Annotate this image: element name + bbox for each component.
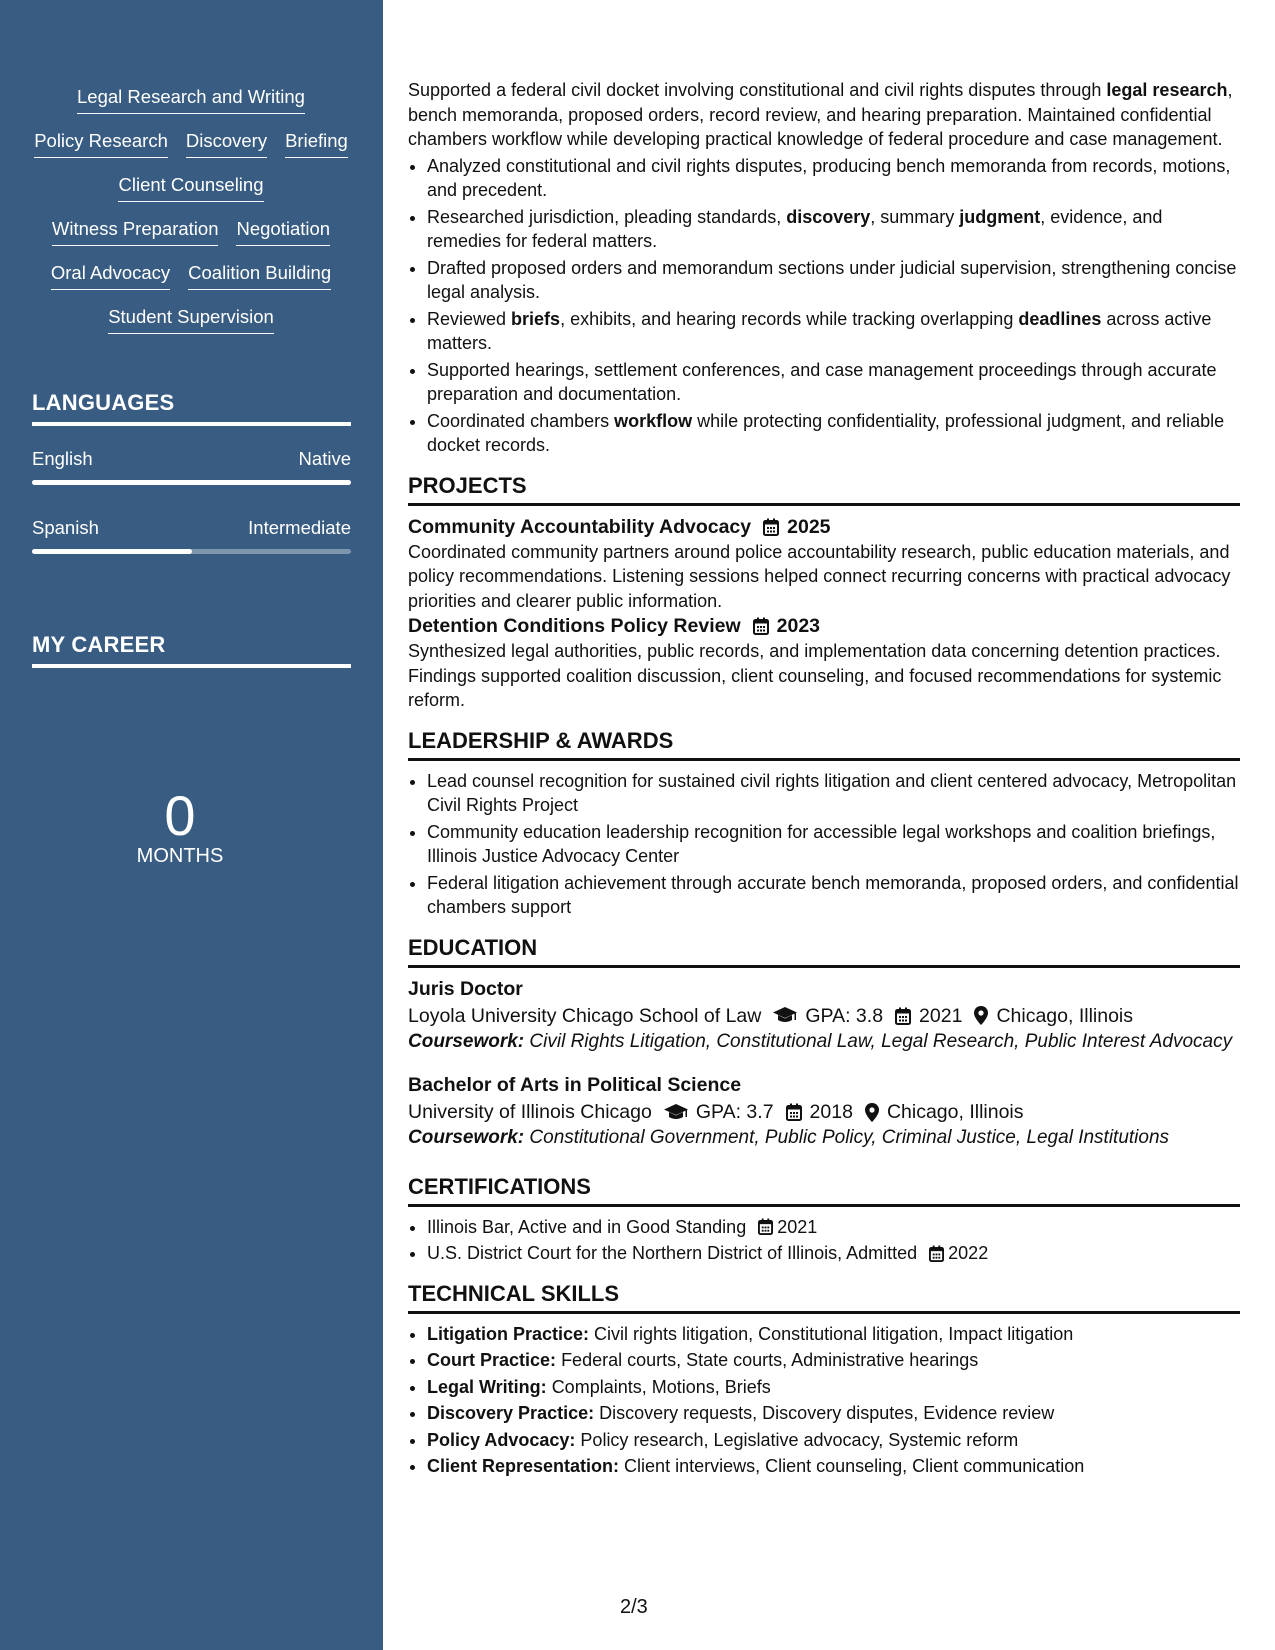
certifications-heading: CERTIFICATIONS	[408, 1173, 1240, 1207]
bullet-text: Supported hearings, settlement conferences, and case management proceedings through accurate preparation and documentation.	[427, 359, 1217, 404]
certification-name: • Illinois Bar, Active and in Good Standing	[427, 1216, 747, 1237]
list-item	[427, 256, 1240, 305]
degree-title: Bachelor of Arts in Political Science	[408, 1074, 742, 1096]
project-year: 2025	[787, 515, 831, 538]
list-item	[427, 205, 1240, 254]
summary-text: , bench memoranda, proposed orders, record review, and hearing preparation. Maintained confidential chambers workflow while developing practical knowledge of federal procedure and case management.	[408, 80, 1233, 149]
career-count: 0	[164, 784, 196, 847]
bullet-text: Drafted proposed orders and memorandum sections under judicial supervision, strengthening concise legal analysis.	[427, 257, 1237, 302]
calendar-icon	[895, 1007, 911, 1025]
page-indicator: 2/3	[620, 1596, 648, 1618]
calendar-icon	[758, 1218, 773, 1235]
calendar-icon	[929, 1245, 944, 1262]
education-heading: EDUCATION	[408, 934, 1240, 968]
graduation-cap-icon	[664, 1104, 688, 1121]
summary-keyword: legal research	[1106, 80, 1228, 100]
skill-label: Legal Writing:	[427, 1376, 547, 1397]
skill-value: Client interviews, Client counseling, Client communication	[624, 1456, 1085, 1476]
list-item	[427, 1348, 1240, 1373]
experience-bullets	[408, 154, 1240, 458]
list-item	[427, 1215, 1240, 1240]
coursework-list: Civil Rights Litigation, Constitutional Law, Legal Research, Public Interest Advocacy	[529, 1030, 1233, 1052]
language-proficiency-bar	[32, 480, 351, 485]
sidebar	[0, 0, 383, 1650]
project-item	[408, 514, 1240, 614]
list-item	[427, 409, 1240, 458]
leadership-list	[408, 769, 1240, 920]
skills-list	[32, 84, 350, 334]
skill-label: Court Practice:	[427, 1350, 557, 1370]
skill-tag: Legal Research and Writing	[77, 84, 305, 114]
skill-label: Discovery Practice:	[427, 1403, 595, 1423]
skill-value: Discovery requests, Discovery disputes, Evidence review	[599, 1403, 1055, 1423]
bullet-text: , summary	[870, 206, 960, 227]
bullet-keyword: judgment	[959, 206, 1041, 227]
experience-summary	[408, 78, 1240, 152]
project-title: Community Accountability Advocacy	[408, 515, 752, 538]
project-year: 2023	[776, 615, 821, 637]
list-item	[427, 358, 1240, 407]
bullet-keyword: workflow	[614, 410, 693, 431]
skill-tag: Coalition Building	[188, 260, 331, 290]
bullet-text: Coordinated chambers	[427, 410, 615, 431]
bullet-text: across active matters.	[427, 308, 1212, 353]
list-item	[427, 307, 1240, 356]
list-item	[427, 1401, 1240, 1426]
list-item	[427, 1454, 1240, 1479]
language-name: Spanish	[32, 517, 99, 538]
technical-skills-list	[408, 1322, 1240, 1479]
school-location: Chicago, Illinois	[996, 1004, 1134, 1027]
coursework	[408, 1030, 1240, 1055]
language-proficiency-fill	[32, 549, 192, 554]
list-item	[427, 1428, 1240, 1453]
bullet-keyword: briefs	[511, 308, 561, 329]
list-item	[427, 154, 1240, 203]
list-item: • Federal litigation achievement through accurate bench memoranda, proposed orders, and confidential chambers support	[427, 871, 1240, 920]
career-unit: MONTHS	[136, 845, 224, 867]
school-name: University of Illinois Chicago	[408, 1101, 652, 1123]
language-row	[32, 517, 351, 539]
skill-tag: Policy Research	[34, 128, 168, 158]
bullet-keyword: deadlines	[1018, 308, 1102, 329]
skill-tag: Negotiation	[236, 216, 330, 246]
skill-tag: Discovery	[186, 128, 267, 158]
language-row	[32, 448, 351, 470]
project-title-row	[408, 514, 1240, 540]
education-details	[408, 1098, 1240, 1126]
list-item: • Lead counsel recognition for sustained civil rights litigation and client centered advocacy, Metropolitan Civil Rights Project	[427, 769, 1240, 818]
location-pin-icon	[865, 1103, 879, 1122]
graduation-year: 2018	[809, 1101, 853, 1123]
skill-label: Client Representation:	[427, 1456, 620, 1476]
certification-name: • U.S. District Court for the Northern District of Illinois, Admitted	[427, 1243, 918, 1263]
bullet-text: , evidence, and remedies for federal matters.	[427, 206, 1163, 251]
list-item	[427, 1375, 1240, 1400]
skill-label: Policy Advocacy:	[427, 1429, 576, 1450]
bullet-text: Analyzed constitutional and civil rights disputes, producing bench memoranda from records, motions, and precedent.	[427, 155, 1231, 200]
education-details	[408, 1002, 1240, 1030]
project-title-row	[408, 613, 1240, 639]
bullet-text: Reviewed	[427, 308, 512, 329]
bullet-text: , exhibits, and hearing records while tracking overlapping	[560, 308, 1019, 329]
skill-value: Federal courts, State courts, Administrative hearings	[561, 1350, 979, 1370]
language-name: English	[32, 448, 93, 469]
coursework-list: Constitutional Government, Public Policy, Criminal Justice, Legal Institutions	[529, 1127, 1170, 1148]
leadership-heading: LEADERSHIP & AWARDS	[408, 727, 1240, 761]
bullet-text: Researched jurisdiction, pleading standards,	[427, 206, 787, 227]
project-title: Detention Conditions Policy Review	[408, 615, 741, 637]
coursework-label: Coursework:	[408, 1127, 525, 1148]
project-item	[408, 613, 1240, 713]
list-item	[427, 1241, 1240, 1266]
main-content	[408, 78, 1240, 1481]
location-pin-icon	[974, 1006, 988, 1025]
technical-skills-heading: TECHNICAL SKILLS	[408, 1280, 1240, 1314]
education-item	[408, 1072, 1240, 1151]
calendar-icon	[763, 518, 779, 536]
certifications-list	[408, 1215, 1240, 1266]
bullet-keyword: discovery	[786, 206, 871, 227]
list-item	[427, 1322, 1240, 1347]
career-heading: MY CAREER	[32, 632, 351, 668]
gpa: GPA: 3.7	[695, 1101, 774, 1123]
skill-label: Litigation Practice:	[427, 1323, 590, 1344]
school-location: Chicago, Illinois	[886, 1101, 1024, 1123]
language-proficiency-bar	[32, 549, 351, 554]
skill-value: Policy research, Legislative advocacy, Systemic reform	[580, 1429, 1019, 1450]
skill-tag: Client Counseling	[118, 172, 263, 202]
project-description: Synthesized legal authorities, public records, and implementation data concerning detention practices. Findings supported coalition discussion, client counseling, and focused recommendations for systemic reform.	[408, 641, 1222, 710]
skill-tag: Briefing	[285, 128, 348, 158]
gpa: GPA: 3.8	[805, 1004, 884, 1027]
language-proficiency-fill	[32, 480, 351, 485]
summary-text: Supported a federal civil docket involving constitutional and civil rights disputes through	[408, 80, 1107, 100]
languages-heading: LANGUAGES	[32, 390, 351, 426]
project-description: Coordinated community partners around police accountability research, public education materials, and policy recommendations. Listening sessions helped connect recurring concerns with practical advocacy priorities and clearer public information.	[408, 541, 1231, 611]
language-level: Intermediate	[248, 517, 351, 538]
skill-tag: Witness Preparation	[52, 216, 219, 246]
skill-tag: Student Supervision	[108, 304, 274, 334]
calendar-icon	[786, 1103, 802, 1121]
bullet-text: while protecting confidentiality, professional judgment, and reliable docket records.	[427, 410, 1225, 455]
education-item	[408, 976, 1240, 1055]
degree-title: Juris Doctor	[408, 977, 523, 1000]
language-level: Native	[298, 448, 351, 469]
graduation-cap-icon	[773, 1007, 797, 1024]
skill-value: Complaints, Motions, Briefs	[551, 1376, 771, 1397]
school-name: Loyola University Chicago School of Law	[408, 1004, 762, 1027]
calendar-icon	[753, 617, 769, 635]
certification-year: 2021	[777, 1216, 818, 1237]
list-item: • Community education leadership recognition for accessible legal workshops and coalition briefings, Illinois Justice Advocacy Center	[427, 820, 1240, 869]
skill-value: Civil rights litigation, Constitutional litigation, Impact litigation	[594, 1323, 1074, 1344]
projects-heading: PROJECTS	[408, 472, 1240, 506]
coursework-label: Coursework:	[408, 1030, 525, 1052]
skill-tag: Oral Advocacy	[51, 260, 170, 290]
certification-year: 2022	[948, 1243, 989, 1263]
coursework	[408, 1126, 1240, 1151]
graduation-year: 2021	[919, 1004, 963, 1027]
